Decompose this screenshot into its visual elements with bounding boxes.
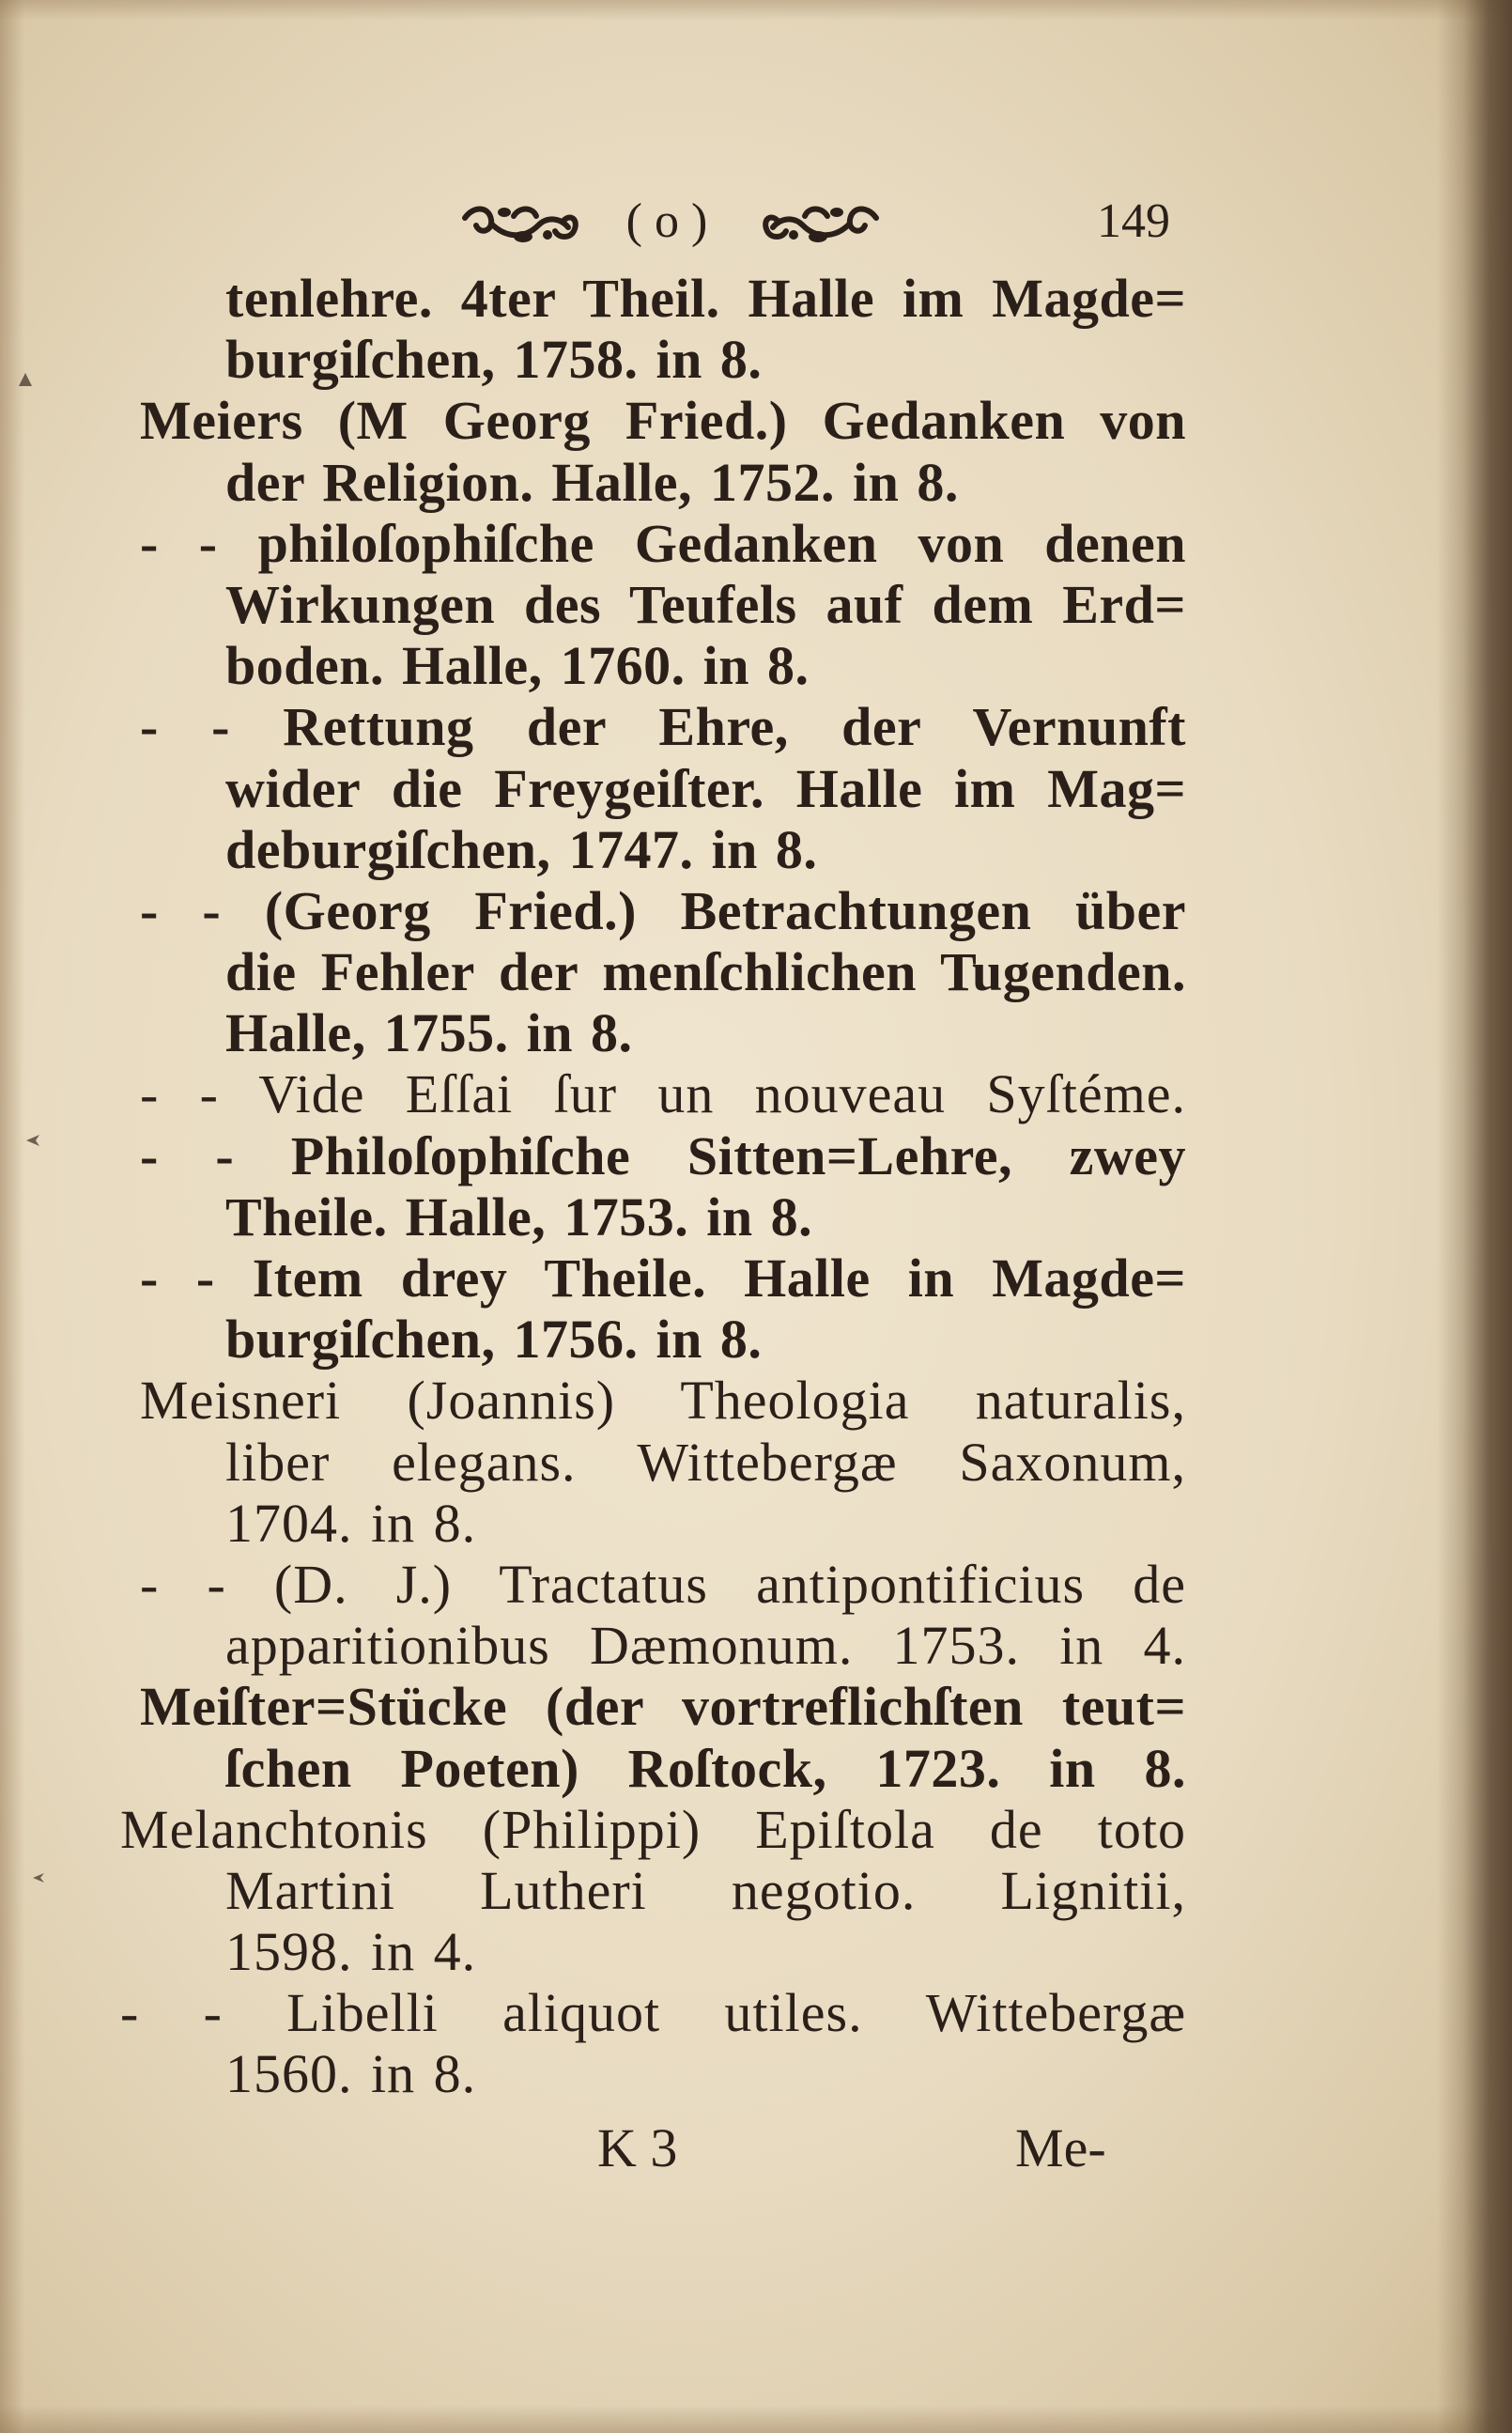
signature-mark: K 3 (597, 2117, 678, 2178)
text-line: burgiſchen, 1756. in 8. (225, 1309, 763, 1371)
entry-first-line: - - Item drey Theile. Halle in Magde= (140, 1247, 1186, 1309)
text-line: Wirkungen des Teufels auf dem Erd= (225, 573, 1186, 635)
entry-first-line: Melanchtonis (Philippi) Epiſtola de toto (120, 1798, 1186, 1860)
entry-first-line: - - (D. J.) Tractatus antipontificius de (140, 1553, 1186, 1615)
page-number: 149 (1097, 194, 1170, 248)
entry-first-line: - - Philoſophiſche Sitten=Lehre, zwey (140, 1124, 1186, 1186)
scroll-ornament-right-icon (757, 197, 884, 252)
text-line: die Fehler der menſchlichen Tugenden. (225, 941, 1186, 1003)
text-line: burgiſchen, 1758. in 8. (225, 329, 763, 391)
text-line: Halle, 1755. in 8. (225, 1002, 633, 1064)
entry-first-line: Meiers (M Georg Fried.) Gedanken von (140, 390, 1186, 452)
page-edge-top (0, 0, 1512, 21)
text-line: boden. Halle, 1760. in 8. (225, 635, 810, 697)
bibliography-text (0, 268, 1512, 2105)
text-line: deburgiſchen, 1747. in 8. (225, 818, 818, 880)
entry-first-line: - - (Georg Fried.) Betrachtungen über (140, 879, 1186, 941)
catchword: Me- (1015, 2117, 1106, 2178)
text-line: 1598. in 4. (225, 1921, 477, 1983)
page-edge-bottom (0, 2405, 1512, 2433)
text-line: apparitionibus Dæmonum. 1753. in 4. (225, 1615, 1186, 1677)
text-line: 1704. in 8. (225, 1492, 477, 1554)
text-line: Theile. Halle, 1753. in 8. (225, 1186, 813, 1247)
text-line: 1560. in 8. (225, 2043, 477, 2105)
text-line: ſchen Poeten) Roſtock, 1723. in 8. (225, 1737, 1186, 1799)
entry-first-line: - - philoſophiſche Gedanken von denen (140, 512, 1186, 574)
header-center-mark: ( o ) (625, 194, 708, 248)
text-line: wider die Freygeiſter. Halle im Mag= (225, 757, 1186, 819)
scroll-ornament-left-icon (457, 197, 584, 252)
entry-first-line: Meisneri (Joannis) Theologia naturalis, (140, 1370, 1186, 1432)
text-line: Martini Lutheri negotio. Lignitii, (225, 1859, 1186, 1921)
text-line: tenlehre. 4ter Theil. Halle im Magde= (225, 268, 1186, 329)
entry-first-line: - - Rettung der Ehre, der Vernunft (140, 696, 1186, 758)
entry-first-line: Meiſter=Stücke (der vortreflichſten teut= (140, 1676, 1186, 1738)
entry-first-line: - - Libelli aliquot utiles. Wittebergæ (120, 1982, 1186, 2044)
text-line: liber elegans. Wittebergæ Saxonum, (225, 1431, 1186, 1493)
text-line: der Religion. Halle, 1752. in 8. (225, 451, 959, 513)
entry-first-line: - - Vide Eſſai ſur un nouveau Syſtéme. (140, 1063, 1186, 1125)
